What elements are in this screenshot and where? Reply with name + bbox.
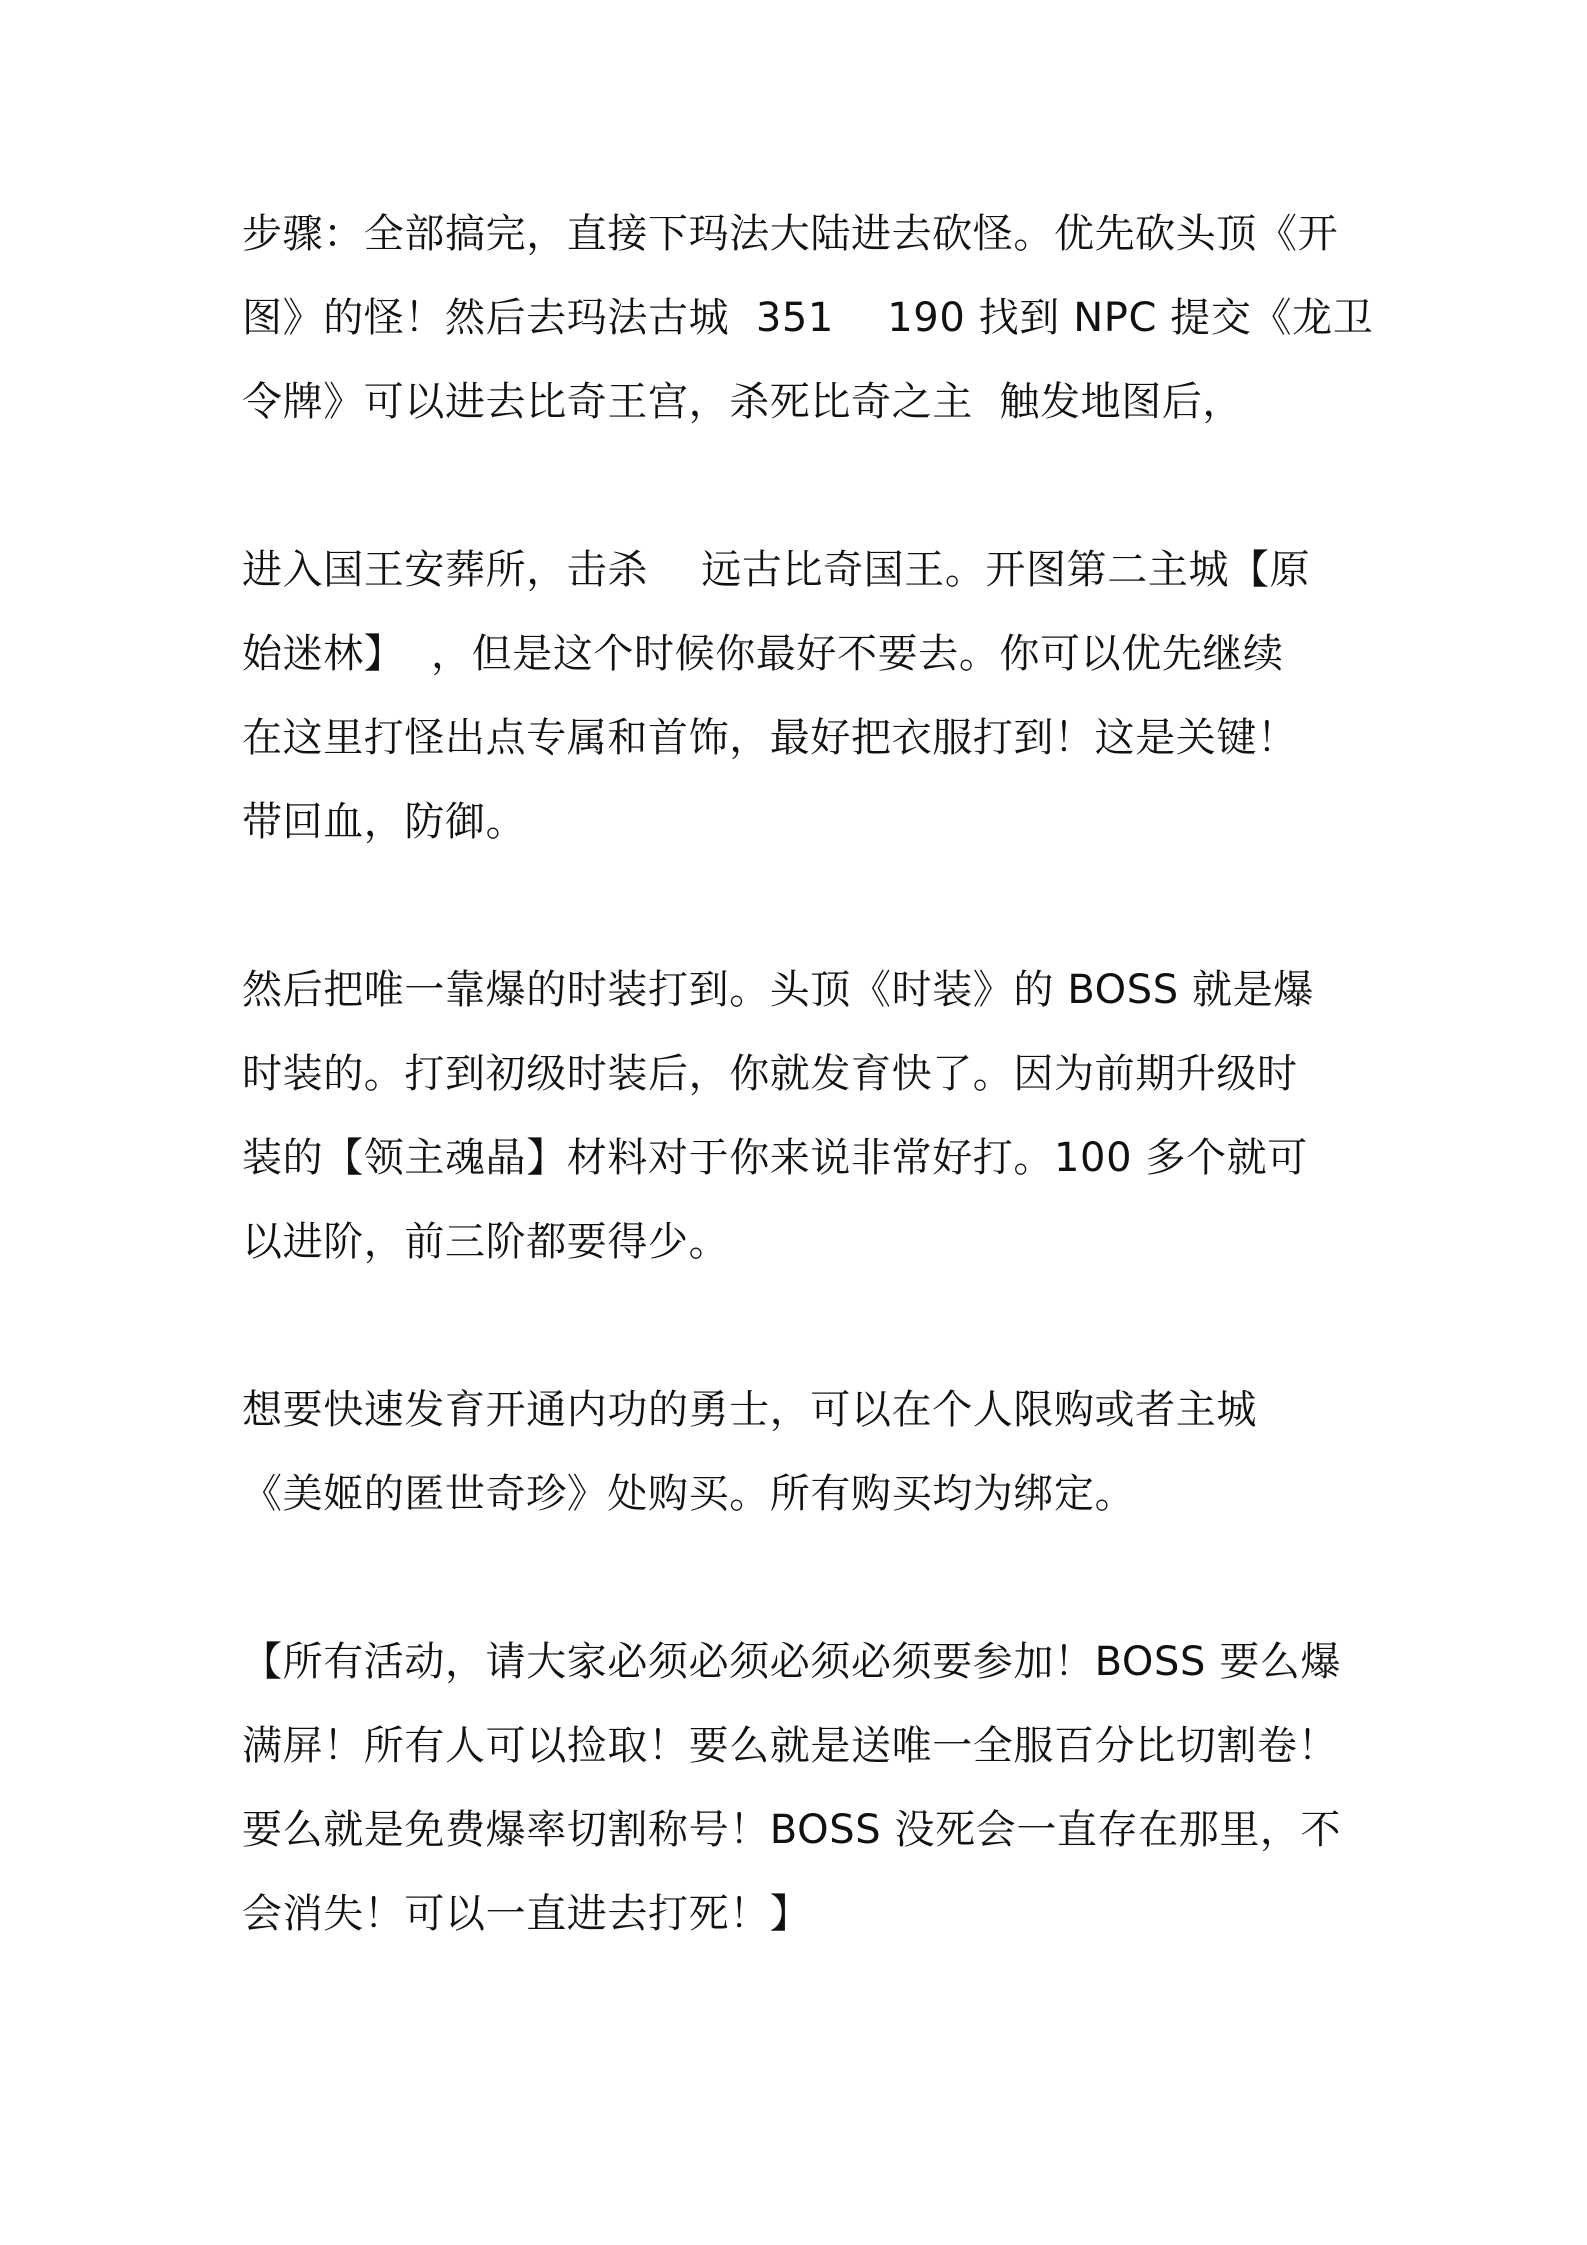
text-line: 图》的怪！然后去玛法古城 351 190 找到 NPC 提交《龙卫 [242, 295, 1374, 341]
text-line: 《美姬的匿世奇珍》处购买。所有购买均为绑定。 [242, 1471, 1136, 1517]
paragraph-steps [242, 192, 1374, 444]
paragraph-activities [242, 1620, 1358, 1956]
text-line: 然后把唯一靠爆的时装打到。头顶《时装》的 BOSS 就是爆 [242, 967, 1314, 1013]
text-line: 时装的。打到初级时装后，你就发育快了。因为前期升级时 [242, 1051, 1298, 1097]
text-line: 在这里打怪出点专属和首饰，最好把衣服打到！这是关键！ [242, 715, 1298, 761]
paragraph-king-burial [242, 528, 1358, 864]
text-line: 进入国王安葬所，击杀 远古比奇国王。开图第二主城【原 [242, 547, 1311, 593]
text-line: 【所有活动，请大家必须必须必须必须要参加！BOSS 要么爆 [242, 1639, 1342, 1685]
text-line: 想要快速发育开通内功的勇士，可以在个人限购或者主城 [242, 1387, 1257, 1433]
text-line: 带回血，防御。 [242, 799, 527, 845]
text-line: 始迷林】 ，但是这个时候你最好不要去。你可以优先继续 [242, 631, 1284, 677]
text-line: 步骤：全部搞完，直接下玛法大陆进去砍怪。优先砍头顶《开 [242, 211, 1339, 257]
paragraph-fashion [242, 948, 1358, 1284]
text-line: 会消失！可以一直进去打死！】 [242, 1891, 811, 1937]
text-line: 以进阶，前三阶都要得少。 [242, 1219, 730, 1265]
text-line: 要么就是免费爆率切割称号！BOSS 没死会一直存在那里，不 [242, 1807, 1342, 1853]
paragraph-purchase [242, 1368, 1358, 1536]
text-line: 满屏！所有人可以捡取！要么就是送唯一全服百分比切割卷！ [242, 1723, 1339, 1769]
text-line: 令牌》可以进去比奇王宫，杀死比奇之主 触发地图后， [242, 379, 1244, 425]
text-line: 装的【领主魂晶】材料对于你来说非常好打。100 多个就可 [242, 1135, 1308, 1181]
